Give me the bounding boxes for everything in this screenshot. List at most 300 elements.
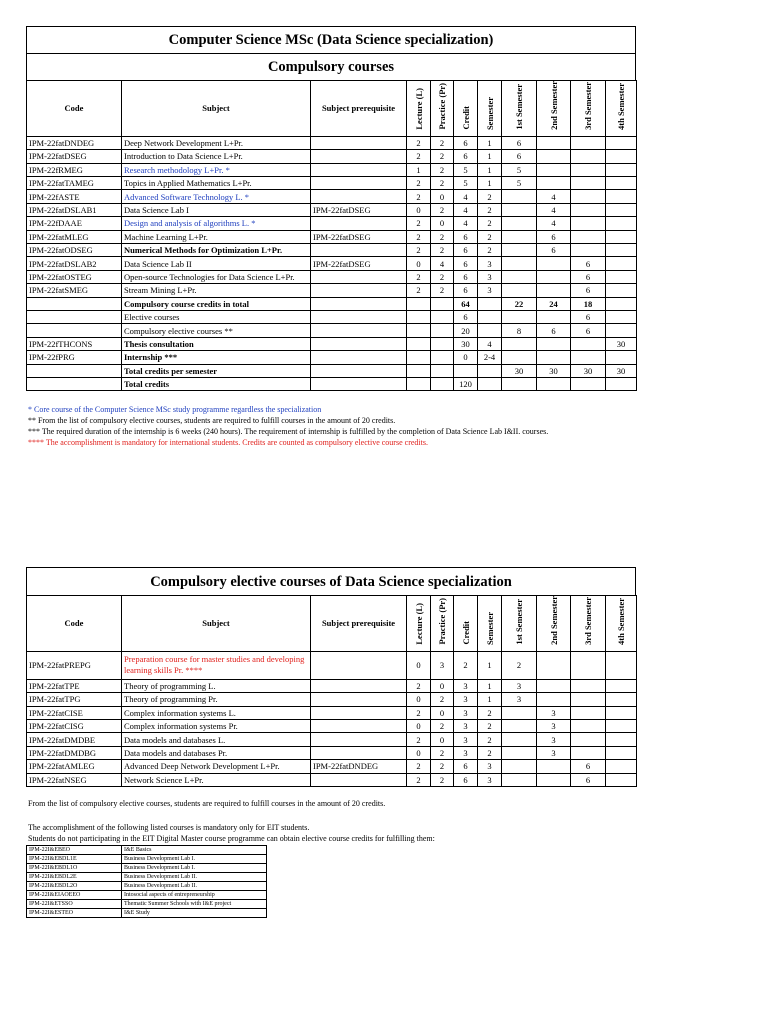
course-prerequisite [311,693,407,706]
summary-s3 [571,337,606,350]
course-s1 [502,773,537,786]
course-code: IPM-22fatDSLAB1 [27,203,122,216]
summary-l [407,377,431,390]
course-s4 [606,150,637,163]
course-s4 [606,190,637,203]
summary-code [27,364,122,377]
course-sem: 2 [478,720,502,733]
course-s2: 4 [537,203,571,216]
eit-code: IPM-22I&EBDL2E [27,873,122,882]
course-sem: 3 [478,760,502,773]
summary-row [27,364,637,377]
course-s4 [606,706,637,719]
course-code: IPM-22fatDMDBG [27,746,122,759]
footnote: ** From the list of compulsory elective courses, students are required to fulfill courses in the amount of 20 credits. [28,416,396,425]
t1-header-practice: Practice (Pr) [431,81,454,137]
course-p: 0 [431,679,454,692]
summary-l [407,364,431,377]
course-p: 2 [431,760,454,773]
course-p: 2 [431,244,454,257]
course-prerequisite [311,720,407,733]
summary-s4: 30 [606,337,637,350]
summary-row [27,310,637,323]
summary-s2 [537,377,571,390]
elective-note-1: From the list of compulsory elective courses, students are required to fulfill courses in the amount of 20 credits. [28,799,386,808]
t2-header-prereq: Subject prerequisite [311,596,407,652]
course-s1 [502,746,537,759]
course-s2: 3 [537,746,571,759]
course-subject: Data Science Lab II [122,257,311,270]
eit-row [27,882,267,891]
course-cr: 6 [454,136,478,149]
summary-p [431,337,454,350]
course-cr: 6 [454,150,478,163]
compulsory-row [27,150,637,163]
course-s2: 3 [537,706,571,719]
course-sem: 1 [478,177,502,190]
footnotes [28,404,548,448]
course-s1: 2 [502,651,537,679]
course-cr: 3 [454,679,478,692]
course-l: 0 [407,746,431,759]
course-s4 [606,163,637,176]
course-s3 [571,136,606,149]
course-s1: 6 [502,150,537,163]
eit-code: IPM-22I&ESTEO [27,909,122,918]
course-l: 0 [407,257,431,270]
course-cr: 4 [454,203,478,216]
course-sem: 1 [478,679,502,692]
summary-label: Compulsory course credits in total [122,297,311,310]
summary-prereq [311,297,407,310]
elective-courses-table [26,595,637,787]
course-code: IPM-22fatODSEG [27,244,122,257]
t2-header-s4: 4th Semester [606,596,637,652]
course-prerequisite [311,746,407,759]
course-cr: 6 [454,270,478,283]
course-prerequisite: IPM-22fatDSEG [311,203,407,216]
eit-notes [28,822,435,844]
course-prerequisite [311,679,407,692]
course-s3 [571,720,606,733]
course-subject: Data models and databases L. [122,733,311,746]
summary-cr [454,364,478,377]
t2-header-s3: 3rd Semester [571,596,606,652]
summary-prereq [311,337,407,350]
summary-label: Internship *** [122,351,311,364]
summary-p [431,310,454,323]
course-cr: 6 [454,773,478,786]
course-cr: 2 [454,651,478,679]
summary-s4 [606,310,637,323]
summary-s4 [606,324,637,337]
elective-row [27,733,637,746]
summary-sem [478,324,502,337]
course-subject: Advanced Software Technology L. * [122,190,311,203]
course-s2: 4 [537,217,571,230]
t1-header-s3: 3rd Semester [571,81,606,137]
course-s1 [502,706,537,719]
course-s2 [537,679,571,692]
eit-code: IPM-22I&EBDL1O [27,864,122,873]
compulsory-row [27,257,637,270]
course-p: 2 [431,163,454,176]
t1-header-code: Code [27,81,122,137]
course-sem: 2 [478,733,502,746]
summary-prereq [311,324,407,337]
course-prerequisite [311,706,407,719]
course-l: 2 [407,190,431,203]
summary-sem [478,377,502,390]
course-s1 [502,244,537,257]
course-subject: Design and analysis of algorithms L. * [122,217,311,230]
course-s2 [537,150,571,163]
eit-subject: Business Development Lab I. [122,855,267,864]
course-p: 2 [431,177,454,190]
course-p: 3 [431,651,454,679]
course-s1 [502,230,537,243]
course-s2 [537,773,571,786]
compulsory-row [27,244,637,257]
course-sem: 2 [478,190,502,203]
summary-s4 [606,297,637,310]
course-l: 2 [407,177,431,190]
elective-row [27,651,637,679]
course-s4 [606,720,637,733]
elective-courses-title: Compulsory elective courses of Data Science specialization [26,567,636,596]
summary-code [27,297,122,310]
course-s1 [502,203,537,216]
footnote: * Core course of the Computer Science MSc study programme regardless the specialization [28,405,322,414]
course-sem: 3 [478,270,502,283]
summary-l [407,324,431,337]
t1-header-credit: Credit [454,81,478,137]
course-l: 2 [407,150,431,163]
eit-row [27,846,267,855]
course-l: 2 [407,217,431,230]
course-sem: 2 [478,230,502,243]
course-l: 2 [407,733,431,746]
course-sem: 3 [478,257,502,270]
summary-code: IPM-22fTHCONS [27,337,122,350]
course-code: IPM-22fatNSEG [27,773,122,786]
summary-prereq [311,364,407,377]
eit-row [27,864,267,873]
course-p: 0 [431,217,454,230]
course-l: 2 [407,244,431,257]
t2-header-semester: Semester [478,596,502,652]
course-s1 [502,720,537,733]
course-s3 [571,706,606,719]
summary-s1: 30 [502,364,537,377]
course-subject: Numerical Methods for Optimization L+Pr. [122,244,311,257]
course-s2: 3 [537,733,571,746]
summary-l [407,310,431,323]
course-code: IPM-22fDAAE [27,217,122,230]
course-cr: 6 [454,760,478,773]
course-subject: Topics in Applied Mathematics L+Pr. [122,177,311,190]
course-sem: 3 [478,773,502,786]
course-code: IPM-22fatTPG [27,693,122,706]
course-l: 2 [407,270,431,283]
course-cr: 4 [454,190,478,203]
elective-row [27,720,637,733]
compulsory-row [27,203,637,216]
course-cr: 3 [454,693,478,706]
course-subject: Stream Mining L+Pr. [122,284,311,297]
course-s4 [606,733,637,746]
course-code: IPM-22fRMEG [27,163,122,176]
course-p: 4 [431,257,454,270]
course-prerequisite [311,190,407,203]
course-subject: Open-source Technologies for Data Science L+Pr. [122,270,311,283]
t2-header-s1: 1st Semester [502,596,537,652]
course-s4 [606,257,637,270]
course-prerequisite [311,651,407,679]
eit-row [27,891,267,900]
course-p: 2 [431,203,454,216]
eit-row [27,873,267,882]
course-subject: Advanced Deep Network Development L+Pr. [122,760,311,773]
course-s4 [606,230,637,243]
t2-header-subject: Subject [122,596,311,652]
eit-subject: Intosocial aspects of entrepreneurship [122,891,267,900]
summary-s1 [502,337,537,350]
eit-subject: Thematic Summer Schools with I&E project [122,900,267,909]
course-s2: 6 [537,230,571,243]
summary-s1 [502,351,537,364]
course-prerequisite [311,270,407,283]
course-l: 1 [407,163,431,176]
course-s3 [571,693,606,706]
course-cr: 3 [454,746,478,759]
course-s3 [571,190,606,203]
eit-row [27,909,267,918]
summary-code [27,377,122,390]
course-p: 2 [431,773,454,786]
course-prerequisite: IPM-22fatDSEG [311,230,407,243]
eit-code: IPM-22I&EBDL2O [27,882,122,891]
summary-label: Total credits [122,377,311,390]
course-subject: Data models and databases Pr. [122,746,311,759]
course-code: IPM-22fatCISE [27,706,122,719]
course-s3: 6 [571,270,606,283]
t2-header-credit: Credit [454,596,478,652]
course-prerequisite: IPM-22fatDSEG [311,257,407,270]
course-s1 [502,257,537,270]
course-prerequisite [311,244,407,257]
compulsory-row [27,190,637,203]
summary-s4: 30 [606,364,637,377]
course-subject: Complex information systems L. [122,706,311,719]
summary-p [431,324,454,337]
course-code: IPM-22fatDSLAB2 [27,257,122,270]
eit-code: IPM-22I&ETSSO [27,900,122,909]
footnote: **** The accomplishment is mandatory for international students. Credits are counted as compulsory elective course credits. [28,438,428,447]
course-s2 [537,693,571,706]
summary-s2 [537,351,571,364]
eit-row [27,900,267,909]
summary-s3: 6 [571,324,606,337]
course-cr: 5 [454,163,478,176]
course-s4 [606,203,637,216]
course-s4 [606,136,637,149]
eit-code: IPM-22I&EBEO [27,846,122,855]
summary-p [431,377,454,390]
course-cr: 5 [454,177,478,190]
course-p: 2 [431,720,454,733]
t1-header-semester: Semester [478,81,502,137]
course-prerequisite [311,733,407,746]
course-s2 [537,257,571,270]
course-sem: 2 [478,217,502,230]
summary-cr: 6 [454,310,478,323]
course-subject: Deep Network Development L+Pr. [122,136,311,149]
summary-s4 [606,377,637,390]
course-subject: Research methodology L+Pr. * [122,163,311,176]
course-p: 2 [431,746,454,759]
course-s2: 6 [537,244,571,257]
t1-header-lecture: Lecture (L) [407,81,431,137]
course-subject: Machine Learning L+Pr. [122,230,311,243]
course-s3 [571,244,606,257]
eit-code: IPM-22I&EBDL1E [27,855,122,864]
course-s4 [606,177,637,190]
summary-s2: 24 [537,297,571,310]
course-s4 [606,270,637,283]
course-sem: 2 [478,203,502,216]
summary-prereq [311,351,407,364]
course-s3: 6 [571,760,606,773]
course-cr: 3 [454,720,478,733]
compulsory-row [27,136,637,149]
course-prerequisite: IPM-22fatDNDEG [311,760,407,773]
course-s3 [571,651,606,679]
compulsory-row [27,163,637,176]
course-l: 2 [407,230,431,243]
summary-s1: 22 [502,297,537,310]
course-s2 [537,760,571,773]
summary-code [27,324,122,337]
summary-cr: 30 [454,337,478,350]
compulsory-courses-table [26,80,637,391]
compulsory-row [27,217,637,230]
course-p: 2 [431,136,454,149]
elective-row [27,760,637,773]
summary-s4 [606,351,637,364]
course-code: IPM-22fASTE [27,190,122,203]
course-s1 [502,270,537,283]
course-cr: 6 [454,244,478,257]
summary-s3: 18 [571,297,606,310]
course-code: IPM-22fatCISG [27,720,122,733]
summary-row [27,377,637,390]
summary-sem [478,364,502,377]
course-code: IPM-22fatMLEG [27,230,122,243]
course-sem: 1 [478,150,502,163]
eit-subject: Business Development Lab I. [122,864,267,873]
course-p: 0 [431,706,454,719]
course-cr: 3 [454,733,478,746]
course-s1: 3 [502,679,537,692]
course-s1 [502,217,537,230]
t2-header-practice: Practice (Pr) [431,596,454,652]
compulsory-row [27,177,637,190]
course-s4 [606,244,637,257]
course-l: 2 [407,136,431,149]
course-code: IPM-22fatDSEG [27,150,122,163]
course-s2 [537,163,571,176]
summary-s1 [502,377,537,390]
elective-notes [28,798,385,809]
summary-p [431,297,454,310]
t2-header-s2: 2nd Semester [537,596,571,652]
summary-prereq [311,377,407,390]
summary-p [431,351,454,364]
eit-courses-table [26,845,267,918]
summary-row [27,324,637,337]
summary-row [27,297,637,310]
course-sem: 1 [478,136,502,149]
course-s1: 5 [502,177,537,190]
course-cr: 3 [454,706,478,719]
summary-s3 [571,377,606,390]
course-s4 [606,679,637,692]
course-l: 0 [407,693,431,706]
course-s1: 6 [502,136,537,149]
compulsory-courses-title: Compulsory courses [26,53,636,81]
course-s3 [571,733,606,746]
course-s2 [537,284,571,297]
course-s4 [606,746,637,759]
course-code: IPM-22fatSMEG [27,284,122,297]
main-title: Computer Science MSc (Data Science specialization) [26,26,636,53]
course-code: IPM-22fatTAMEG [27,177,122,190]
course-s4 [606,760,637,773]
course-p: 2 [431,284,454,297]
summary-cr: 0 [454,351,478,364]
course-code: IPM-22fatPREPG [27,651,122,679]
eit-subject: Business Development Lab II. [122,873,267,882]
t1-header-s1: 1st Semester [502,81,537,137]
course-sem: 1 [478,163,502,176]
course-l: 2 [407,284,431,297]
compulsory-row [27,284,637,297]
course-s4 [606,284,637,297]
course-p: 2 [431,230,454,243]
summary-p [431,364,454,377]
elective-row [27,693,637,706]
course-s1 [502,733,537,746]
summary-sem [478,310,502,323]
summary-row [27,337,637,350]
summary-s3: 6 [571,310,606,323]
summary-s2: 6 [537,324,571,337]
course-p: 2 [431,150,454,163]
t1-header-s2: 2nd Semester [537,81,571,137]
summary-prereq [311,310,407,323]
course-code: IPM-22fatAMLEG [27,760,122,773]
course-s1: 5 [502,163,537,176]
course-l: 0 [407,720,431,733]
t2-header-lecture: Lecture (L) [407,596,431,652]
elective-row [27,679,637,692]
course-prerequisite [311,284,407,297]
eit-subject: I&E Basics [122,846,267,855]
course-s1 [502,284,537,297]
course-s3 [571,177,606,190]
course-s3 [571,230,606,243]
